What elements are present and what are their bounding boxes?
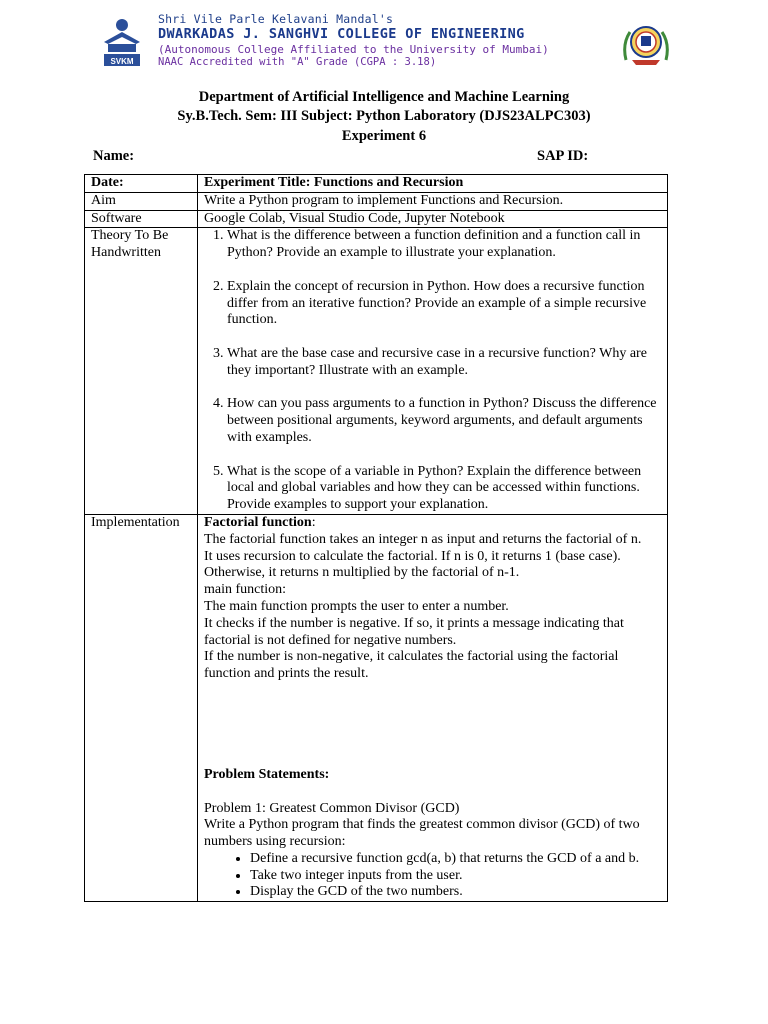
theory-question: 4. How can you pass arguments to a function in Python? Discuss the difference between positional arguments, keyword arguments, and default arguments with examples. <box>227 396 661 446</box>
software-text: Google Colab, Visual Studio Code, Jupyter Notebook <box>198 210 668 228</box>
theory-question: 2. Explain the concept of recursion in Python. How does a recursive function differ from an iterative function? Provide an example of a simple recursive function. <box>227 279 661 329</box>
problem-1-title: Problem 1: Greatest Common Divisor (GCD) <box>204 800 460 816</box>
svkm-logo <box>96 16 148 68</box>
list-item: • Define a recursive function gcd(a, b) that returns the GCD of a and b. <box>250 851 661 868</box>
table-row-title <box>85 175 668 193</box>
table-row-software <box>85 210 668 228</box>
problem-1-description: Write a Python program that finds the greatest common divisor (GCD) of two numbers using recursion: <box>204 817 640 850</box>
college-name: DWARKADAS J. SANGHVI COLLEGE OF ENGINEERING <box>158 26 525 42</box>
theory-questions <box>204 228 661 514</box>
factorial-heading: Factorial function <box>204 514 312 530</box>
theory-question: 5. What is the scope of a variable in Python? Explain the difference between local and global variables and how they can be accessed within functions. Provide examples to support your explanation. <box>227 464 661 514</box>
implementation-line: The main function prompts the user to enter a number. <box>204 598 509 614</box>
theory-cell <box>198 228 668 515</box>
table-row-implementation <box>85 514 668 901</box>
table-row-theory <box>85 228 668 515</box>
letterhead <box>96 12 676 74</box>
department-heading: Department of Artificial Intelligence and Machine Learning <box>198 89 570 105</box>
problem-statements-heading: Problem Statements: <box>204 766 330 782</box>
college-accreditation: NAAC Accredited with "A" Grade (CGPA : 3.18) <box>158 56 437 68</box>
college-name-block <box>158 12 549 69</box>
sap-id-label: SAP ID: <box>537 148 589 164</box>
aim-text: Write a Python program to implement Functions and Recursion. <box>198 192 668 210</box>
trust-name: Shri Vile Parle Kelavani Mandal's <box>158 12 394 26</box>
experiment-table <box>84 174 668 902</box>
college-emblem <box>618 20 674 66</box>
problem-1-requirements <box>204 851 661 901</box>
software-label: Software <box>85 210 198 228</box>
implementation-line: main function: <box>204 582 287 598</box>
table-row-aim <box>85 192 668 210</box>
list-item: • Take two integer inputs from the user. <box>250 868 661 885</box>
name-label: Name: <box>93 148 135 164</box>
list-item: • Display the GCD of the two numbers. <box>250 884 661 901</box>
implementation-line: It uses recursion to calculate the factorial. If n is 0, it returns 1 (base case). Otherwise, it returns n multiplied by the factorial of n-1. <box>204 548 621 581</box>
aim-label: Aim <box>85 192 198 210</box>
factorial-heading-line <box>204 515 661 532</box>
implementation-label: Implementation <box>85 514 198 901</box>
theory-question: 3. What are the base case and recursive case in a recursive function? Why are they important? Illustrate with an example. <box>227 346 661 380</box>
theory-label: Theory To Be Handwritten <box>85 228 198 515</box>
implementation-cell <box>198 514 668 901</box>
blank-space <box>204 784 661 801</box>
experiment-title: Experiment Title: Functions and Recursion <box>198 175 668 193</box>
factorial-heading-colon: : <box>311 514 316 530</box>
course-heading: Sy.B.Tech. Sem: III Subject: Python Laboratory (DJS23ALPC303) <box>177 108 591 124</box>
experiment-number: Experiment 6 <box>341 128 427 144</box>
implementation-line: If the number is non-negative, it calculates the factorial using the factorial function and prints the result. <box>204 649 619 682</box>
svkm-logo-text: SVKM <box>110 57 134 66</box>
college-affiliation: (Autonomous College Affiliated to the University of Mumbai) <box>158 43 549 56</box>
theory-question: 1. What is the difference between a function definition and a function call in Python? Provide an example to illustrate your explanation. <box>227 228 661 262</box>
implementation-line: The factorial function takes an integer n as input and returns the factorial of n. <box>204 531 642 547</box>
blank-space <box>204 683 661 767</box>
date-label: Date: <box>85 175 198 193</box>
implementation-line: It checks if the number is negative. If so, it prints a message indicating that factorial is not defined for negative numbers. <box>204 615 624 648</box>
